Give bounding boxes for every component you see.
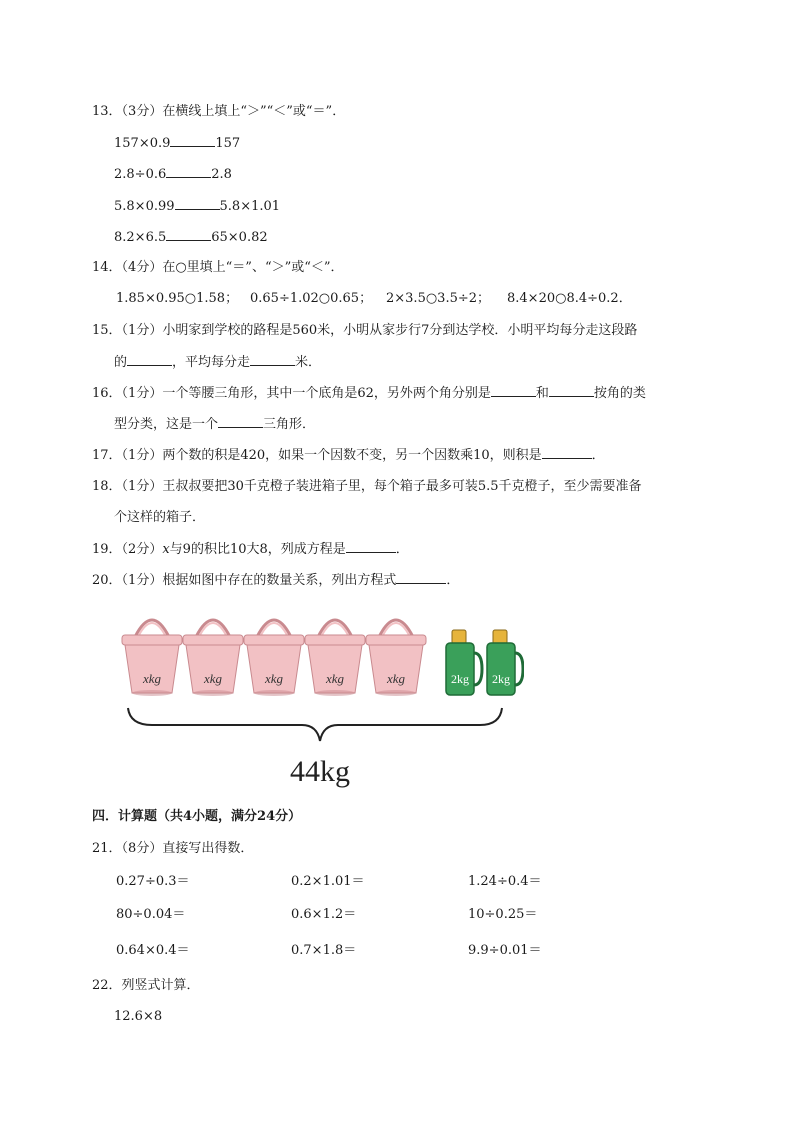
q13-item-1 (114, 134, 240, 153)
q16-text-a: 16．（1分）一个等腰三角形，其中一个底角是62，另外两个角分别是 (92, 386, 491, 401)
q15-text-a: 的 (114, 355, 128, 370)
q13-item-4 (114, 228, 268, 247)
q19-text: 与9的积比10大8，列成方程是 (169, 542, 346, 557)
q17-text: 17．（1分）两个数的积是420，如果一个因数不变，另一个因数乘10，则积是 (92, 448, 542, 463)
q13-item-3-left: 5.8×0.99 (114, 199, 175, 214)
q17 (92, 446, 605, 465)
section-4-title: 四．计算题（共4小题，满分24分） (92, 809, 302, 824)
q14-item-2: 0.65÷1.02○0.65； (250, 291, 373, 306)
bottle-icon (487, 630, 523, 695)
bucket-group (122, 620, 426, 696)
q17-end: ． (591, 448, 605, 463)
answer-blank[interactable] (166, 228, 211, 241)
bucket-icon (244, 620, 304, 696)
q14-item-4: 8.4×20○8.4÷0.2． (507, 291, 632, 306)
q21-cell: 1.24÷0.4＝ (468, 874, 542, 889)
q16-text-d: 型分类，这是一个 (114, 417, 219, 432)
q14-item-1: 1.85×0.95○1.58； (116, 291, 239, 306)
total-label: 44kg (290, 755, 350, 788)
answer-blank[interactable] (346, 540, 396, 553)
answer-blank[interactable] (170, 134, 215, 147)
q21-cell: 0.7×1.8＝ (291, 943, 357, 958)
q13-item-1-left: 157×0.9 (114, 136, 171, 151)
q13-item-4-right: 65×0.82 (211, 230, 268, 245)
bucket-label: xkg (142, 671, 162, 686)
answer-blank[interactable] (218, 415, 263, 428)
answer-blank[interactable] (166, 165, 211, 178)
answer-blank[interactable] (250, 353, 295, 366)
q21-cell: 0.64×0.4＝ (116, 943, 190, 958)
bucket-icon (366, 620, 426, 696)
q21-stem: 21．（8分）直接写出得数． (92, 841, 254, 856)
q22-stem: 22．列竖式计算． (92, 978, 200, 993)
q15-line2 (114, 353, 321, 372)
q13-item-2 (114, 165, 232, 184)
q20-text: 20．（1分）根据如图中存在的数量关系，列出方程式 (92, 573, 397, 588)
q16-line2 (114, 415, 315, 434)
q21-cell: 0.27÷0.3＝ (116, 874, 190, 889)
q19-end: ． (395, 542, 409, 557)
bucket-label: xkg (386, 671, 406, 686)
q15-text-c: 米． (295, 355, 322, 370)
q13-item-3 (114, 197, 280, 216)
total-brace (128, 708, 502, 741)
q21-cell: 0.6×1.2＝ (291, 907, 357, 922)
q14-item-3: 2×3.5○3.5÷2； (386, 291, 491, 306)
bucket-icon (183, 620, 243, 696)
q21-cell: 9.9÷0.01＝ (468, 943, 542, 958)
q13-item-2-right: 2.8 (211, 167, 232, 182)
q21-cell: 80÷0.04＝ (116, 907, 186, 922)
q18-line1: 18．（1分）王叔叔要把30千克橙子装进箱子里，每个箱子最多可装5.5千克橙子，至少需要准备 (92, 479, 642, 494)
bucket-icon (122, 620, 182, 696)
q19-prefix: 19．（2分） (92, 542, 163, 557)
q16-text-c: 按角的类 (593, 386, 646, 401)
answer-blank[interactable] (396, 571, 446, 584)
answer-blank[interactable] (491, 384, 536, 397)
answer-blank[interactable] (542, 446, 592, 459)
q13-item-1-right: 157 (215, 136, 241, 151)
q19 (92, 540, 409, 559)
q16-line1 (92, 384, 646, 403)
bucket-label: xkg (203, 671, 223, 686)
bottle-icon (446, 630, 482, 695)
q14-stem: 14．（4分）在○里填上“＝”、“＞”或“＜”． (92, 260, 344, 275)
q20-end: ． (446, 573, 460, 588)
q13-item-2-left: 2.8÷0.6 (114, 167, 167, 182)
q13-item-3-right: 5.8×1.01 (219, 199, 281, 214)
bottle-label: 2kg (451, 672, 469, 686)
q21-cell: 10÷0.25＝ (468, 907, 538, 922)
bucket-label: xkg (264, 671, 284, 686)
bucket-icon (305, 620, 365, 696)
bottle-label: 2kg (492, 672, 510, 686)
q15-line1: 15．（1分）小明家到学校的路程是560米，小明从家步行7分到达学校．小明平均每分走这段路 (92, 323, 638, 338)
answer-blank[interactable] (175, 197, 220, 210)
q16-text-e: 三角形． (263, 417, 316, 432)
q13-item-4-left: 8.2×6.5 (114, 230, 167, 245)
bucket-label: xkg (325, 671, 345, 686)
q21-cell: 0.2×1.01＝ (291, 874, 365, 889)
answer-blank[interactable] (549, 384, 594, 397)
q16-text-b: 和 (535, 386, 549, 401)
answer-blank[interactable] (127, 353, 172, 366)
q19-variable: x (162, 542, 170, 557)
q13-stem: 13．（3分）在横线上填上“＞”“＜”或“＝”． (92, 104, 346, 119)
buckets-bottles-figure (112, 603, 524, 793)
q22-item: 12.6×8 (114, 1009, 163, 1024)
q20 (92, 571, 459, 590)
bottle-group (446, 630, 523, 695)
q18-line2: 个这样的箱子． (114, 510, 206, 525)
q15-text-b: ，平均每分走 (172, 355, 251, 370)
